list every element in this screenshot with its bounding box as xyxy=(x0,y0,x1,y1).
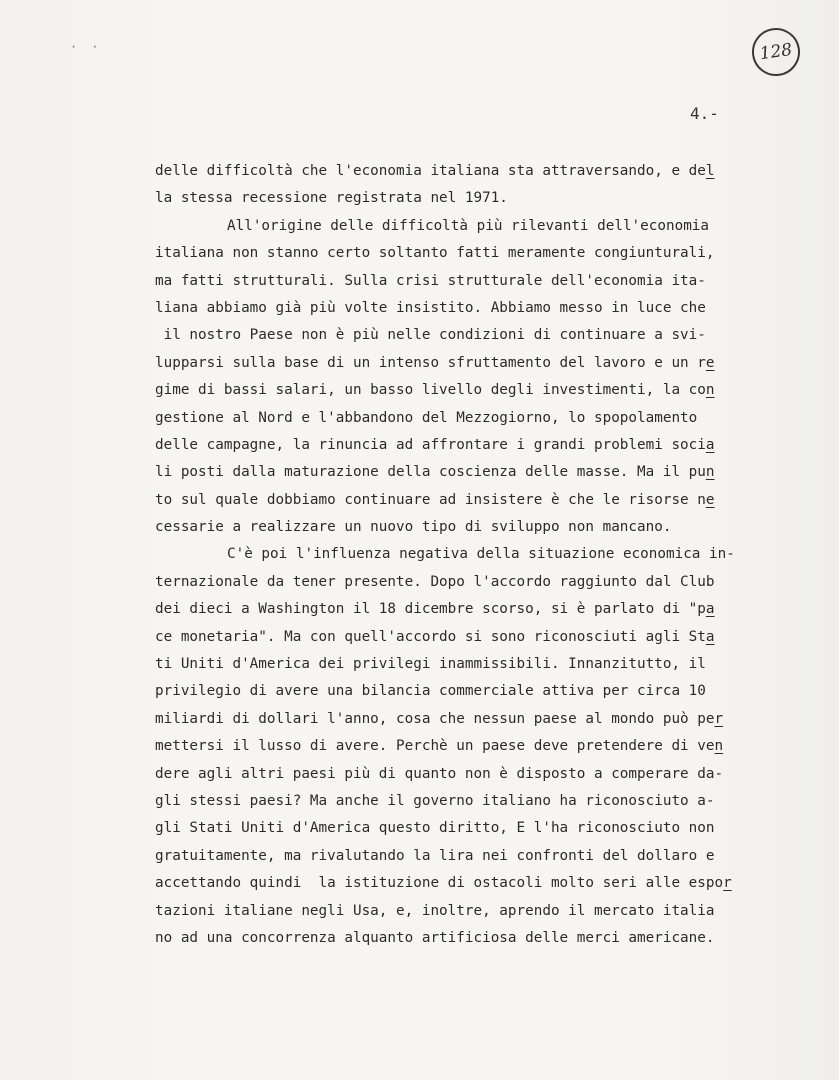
text-line xyxy=(155,651,815,678)
text-line xyxy=(155,569,815,596)
text-line xyxy=(155,541,815,568)
line-text: gime di bassi salari, un basso livello degli investimenti, la co xyxy=(155,382,706,399)
hyphenation-mark: a xyxy=(705,628,715,645)
hyphenation-mark: e xyxy=(705,491,715,508)
text-line xyxy=(155,596,815,623)
hyphenation-mark: n xyxy=(705,382,715,399)
text-line xyxy=(155,788,815,815)
line-text: li posti dalla maturazione della coscienza delle masse. Ma il pu xyxy=(155,464,706,481)
text-line xyxy=(155,377,815,404)
text-line xyxy=(155,295,815,322)
hyphenation-mark: n xyxy=(705,464,715,481)
line-text: gestione al Nord e l'abbandono del Mezzogiorno, lo spopolamento xyxy=(155,409,698,426)
hyphenation-mark: l xyxy=(705,163,715,179)
line-text: All'origine delle difficoltà più rilevanti dell'economia xyxy=(227,217,710,234)
page-number: 4.- xyxy=(690,104,719,123)
hyphenation-mark: a xyxy=(705,436,715,453)
hyphenation-mark: r xyxy=(723,875,732,892)
hyphenation-mark: e xyxy=(705,354,715,371)
line-text: ma fatti strutturali. Sulla crisi strutturale dell'economia ita- xyxy=(155,272,706,289)
archive-stamp-number: 128 xyxy=(749,25,803,79)
line-text: accettando quindi la istituzione di ostacoli molto seri alle espo xyxy=(155,875,724,892)
line-text: delle campagne, la rinuncia ad affrontare i grandi problemi soci xyxy=(155,436,706,453)
line-text: liana abbiamo già più volte insistito. Abbiamo messo in luce che xyxy=(155,299,706,316)
line-text: ternazionale da tener presente. Dopo l'accordo raggiunto dal Club xyxy=(155,573,715,590)
text-line xyxy=(155,432,815,459)
line-text: miliardi di dollari l'anno, cosa che nessun paese al mondo può pe xyxy=(155,710,715,727)
text-line xyxy=(155,213,815,240)
line-text: lupparsi sulla base di un intenso sfruttamento del lavoro e un r xyxy=(155,354,706,371)
hyphenation-mark: a xyxy=(705,601,715,618)
text-line xyxy=(155,761,815,788)
text-line xyxy=(155,240,815,267)
hyphenation-mark: r xyxy=(714,710,724,727)
line-text: gratuitamente, ma rivalutando la lira nei confronti del dollaro e xyxy=(155,847,715,864)
line-text: dere agli altri paesi più di quanto non è disposto a comperare da- xyxy=(155,765,724,782)
line-text: gli Stati Uniti d'America questo diritto, E l'ha riconosciuto non xyxy=(155,820,715,837)
line-text: gli stessi paesi? Ma anche il governo italiano ha riconosciuto a- xyxy=(155,792,715,809)
text-line xyxy=(155,268,815,295)
line-text: privilegio di avere una bilancia commerciale attiva per circa 10 xyxy=(155,683,706,700)
text-line xyxy=(155,678,815,705)
line-text: la stessa recessione registrata nel 1971. xyxy=(155,190,508,207)
text-line xyxy=(155,322,815,349)
text-line xyxy=(155,815,815,842)
line-text: tazioni italiane negli Usa, e, inoltre, aprendo il mercato italia xyxy=(155,902,715,919)
text-line xyxy=(155,158,815,185)
line-text: C'è poi l'influenza negativa della situazione economica in- xyxy=(227,546,735,563)
line-text: ce monetaria". Ma con quell'accordo si sono riconosciuti agli St xyxy=(155,628,706,645)
text-line xyxy=(155,624,815,651)
text-line xyxy=(155,350,815,377)
text-line xyxy=(155,459,815,486)
line-text: cessarie a realizzare un nuovo tipo di sviluppo non mancano. xyxy=(155,519,672,536)
text-line xyxy=(155,706,815,733)
text-line xyxy=(155,870,815,897)
margin-marks: ·· xyxy=(70,40,113,54)
line-text: il nostro Paese non è più nelle condizioni di continuare a svi- xyxy=(155,327,706,344)
text-line xyxy=(155,185,815,212)
text-line xyxy=(155,405,815,432)
line-text: mettersi il lusso di avere. Perchè un paese deve pretendere di ve xyxy=(155,738,715,755)
line-text: ti Uniti d'America dei privilegi inammissibili. Innanzitutto, il xyxy=(155,656,706,673)
line-text: dei dieci a Washington il 18 dicembre scorso, si è parlato di "p xyxy=(155,601,706,618)
line-text: no ad una concorrenza alquanto artificiosa delle merci americane. xyxy=(155,929,715,946)
text-line xyxy=(155,898,815,925)
text-line xyxy=(155,925,815,952)
line-text: delle difficoltà che l'economia italiana sta attraversando, e de xyxy=(155,163,706,179)
text-line xyxy=(155,514,815,541)
line-text: italiana non stanno certo soltanto fatti meramente congiunturali, xyxy=(155,245,715,262)
text-line xyxy=(155,487,815,514)
text-line xyxy=(155,843,815,870)
line-text: to sul quale dobbiamo continuare ad insistere è che le risorse n xyxy=(155,491,706,508)
hyphenation-mark: n xyxy=(714,738,724,755)
text-line xyxy=(155,733,815,760)
typed-text-body xyxy=(155,158,815,952)
